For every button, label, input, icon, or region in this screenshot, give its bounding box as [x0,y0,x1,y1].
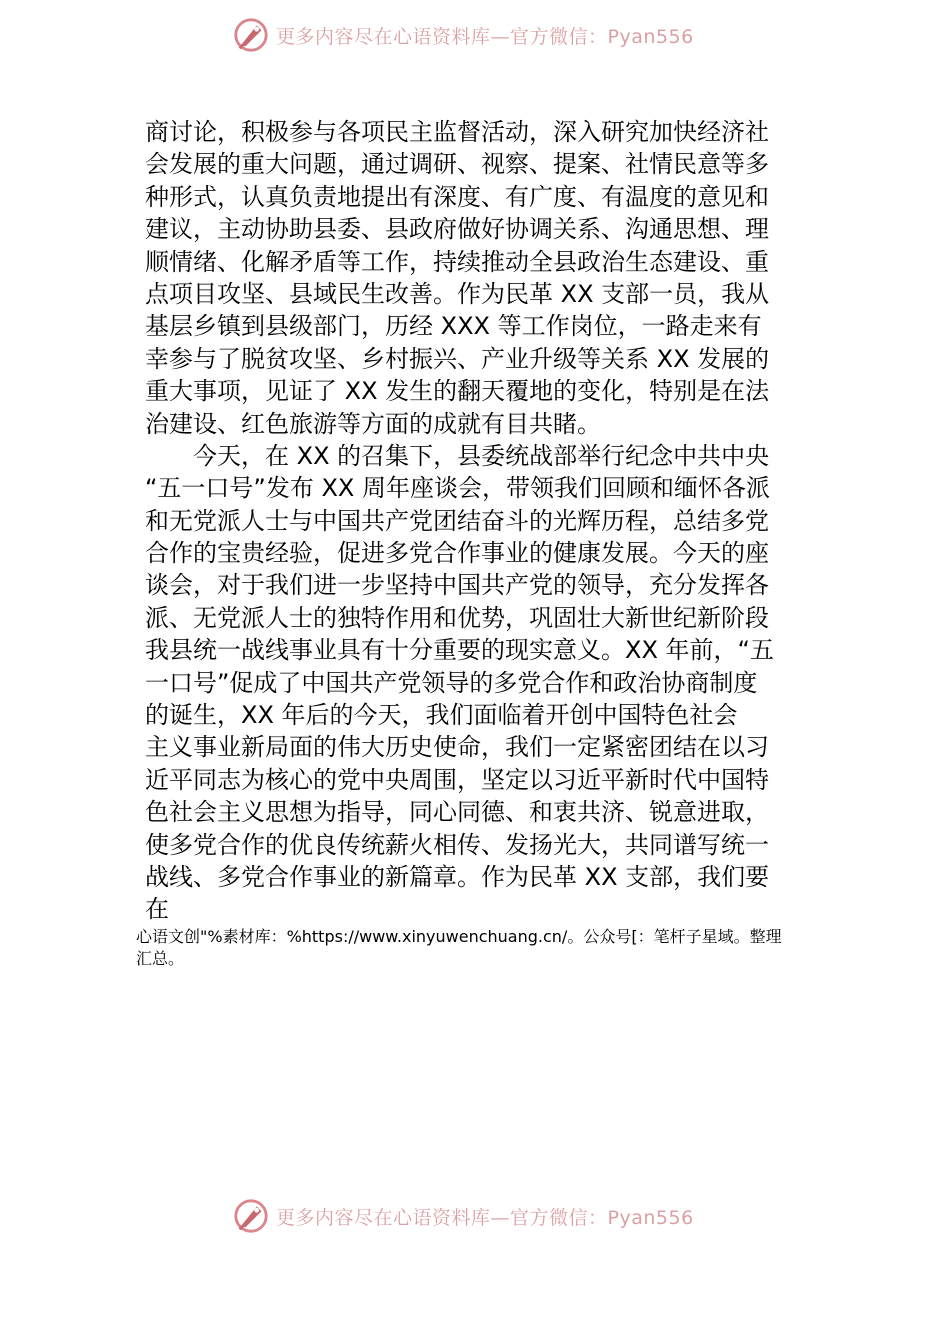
paragraph-line: 治建设、红色旅游等方面的成就有目共睹。 [145,409,601,438]
paragraph-line: 色社会主义思想为指导，同心同德、和衷共济、锐意进取， [145,798,769,827]
source-note [136,926,842,970]
paragraph-line: 种形式，认真负责地提出有深度、有广度、有温度的意见和 [145,182,769,211]
watermark-text: 更多内容尽在心语资料库—官方微信：Pyan556 [276,1206,694,1229]
document-body [145,116,807,926]
paragraph-line: 今天，在 XX 的召集下，县委统战部举行纪念中共中央 [145,441,770,470]
paragraph-line: 点项目攻坚、县域民生改善。作为民革 XX 支部一员，我从 [145,279,770,308]
paragraph-line: 顺情绪、化解矛盾等工作，持续推动全县政治生态建设、重 [145,247,769,276]
paragraph-line: 主义事业新局面的伟大历史使命，我们一定紧密团结在以习 [145,733,769,762]
paragraph-line: 和无党派人士与中国共产党团结奋斗的光辉历程，总结多党 [145,506,769,535]
paragraph-line: 商讨论，积极参与各项民主监督活动，深入研究加快经济社 [145,118,769,146]
pen-nib-circle-icon [232,1197,270,1235]
paragraph-line: 谈会，对于我们进一步坚持中国共产党的领导，充分发挥各 [145,571,769,600]
watermark-text: 更多内容尽在心语资料库—官方微信：Pyan556 [276,25,694,48]
paragraph-line: 合作的宝贵经验，促进多党合作事业的健康发展。今天的座 [145,539,769,568]
paragraph-line: 的诞生，XX 年后的今天，我们面临着开创中国特色社会 [145,701,738,730]
paragraph-line: 基层乡镇到县级部门，历经 XXX 等工作岗位，一路走来有 [145,312,762,341]
paragraph-line: 我县统一战线事业具有十分重要的现实意义。XX 年前，“五 [145,636,774,665]
paragraph-line: 建议，主动协助县委、县政府做好协调关系、沟通思想、理 [145,215,769,244]
paragraph-line: 使多党合作的优良传统薪火相传、发扬光大，共同谱写统一 [145,830,769,859]
paragraph-line: 在 [145,895,169,924]
header-watermark-banner [232,15,694,55]
paragraph-line: 幸参与了脱贫攻坚、乡村振兴、产业升级等关系 XX 发展的 [145,344,770,373]
footer-watermark-banner [232,1196,694,1236]
paragraph-line: 近平同志为核心的党中央周围，坚定以习近平新时代中国特 [145,765,769,794]
wechat-id: Pyan556 [607,25,694,48]
paragraph-line: 战线、多党合作事业的新篇章。作为民革 XX 支部，我们要 [145,862,770,891]
pen-nib-circle-icon [232,16,270,54]
paragraph-line: “五一口号”发布 XX 周年座谈会，带领我们回顾和缅怀各派 [145,474,771,503]
paragraph-line: 一口号”促成了中国共产党领导的多党合作和政治协商制度 [145,668,758,697]
wechat-id: Pyan556 [607,1206,694,1229]
paragraph-line: 派、无党派人士的独特作用和优势，巩固壮大新世纪新阶段 [145,603,769,632]
source-note-line: 汇总。 [136,949,185,968]
paragraph-line: 会发展的重大问题，通过调研、视察、提案、社情民意等多 [145,150,769,179]
paragraph-line: 重大事项，见证了 XX 发生的翻天覆地的变化，特别是在法 [145,377,770,406]
source-note-line: 心语文创"%素材库：%https://www.xinyuwenchuang.cn/。公众号[：笔杆子星域。整理 [136,927,782,946]
